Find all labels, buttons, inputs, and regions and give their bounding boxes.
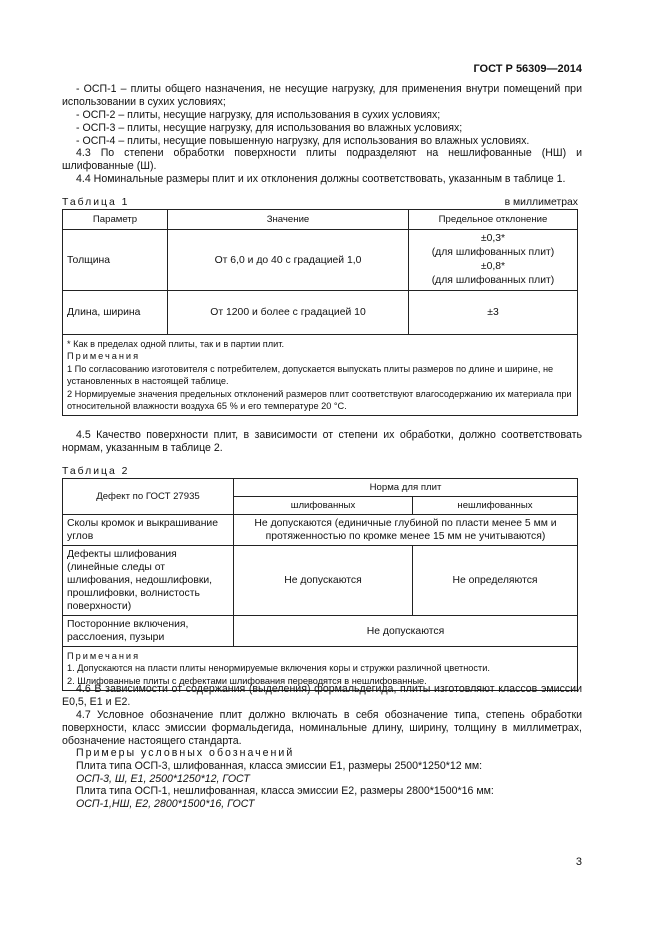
table-row <box>63 291 578 335</box>
table2-header-unsanded: нешлифованных <box>413 497 578 515</box>
table1-cell-value: От 6,0 и до 40 с градацией 1,0 <box>168 230 409 291</box>
table1-cell-param: Длина, ширина <box>63 291 168 335</box>
tolerance-line: ±0,3* <box>480 233 506 244</box>
table1 <box>62 209 578 416</box>
table2-header-norm: Норма для плит <box>234 479 578 497</box>
list-item-osp4: - ОСП-4 – плиты, несущие повышенную нагрузку, для использования во влажных условиях. <box>76 135 530 147</box>
table1-note-2: 2 Нормируемые значения предельных отклонений размеров плит соответствуют влагосодержанию их материала при относительной влажности воздуха 65 % и его температуре 20 °С. <box>67 388 572 412</box>
tolerance-line: (для шлифованных плит) <box>431 275 555 286</box>
table-row <box>63 616 578 647</box>
table2-cell-sanded: Не допускаются <box>234 546 413 616</box>
table1-footnote: * Как в пределах одной плиты, так и в партии плит. <box>67 339 285 349</box>
paragraph-4-3: 4.3 По степени обработки поверхности плиты подразделяют на нешлифованные (НШ) и шлифованные (Ш). <box>62 147 582 173</box>
list-item-osp3: - ОСП-3 – плиты, несущие нагрузку, для использования во влажных условиях; <box>76 122 463 134</box>
table1-unit: в миллиметрах <box>504 197 578 208</box>
list-item-osp1: - ОСП-1 – плиты общего назначения, не несущие нагрузку, для применения внутри помещений при использовании в сухих условиях; <box>62 83 582 109</box>
table1-header-tolerance: Предельное отклонение <box>409 210 578 230</box>
table1-cell-param: Толщина <box>63 230 168 291</box>
table-row <box>63 230 578 291</box>
standard-header: ГОСТ Р 56309—2014 <box>473 63 582 75</box>
table2-note-1: 1. Допускаются на пласти плиты ненормируемые включения коры и стружки различной цветности. <box>67 663 490 674</box>
table2-cell-defect: Дефекты шлифования (линейные следы от шлифования, недошлифовки, прошлифовки, волнистость поверхности) <box>63 546 234 616</box>
paragraph-4-7: 4.7 Условное обозначение плит должно включать в себя обозначение типа, степень обработки поверхности, класс эмиссии формальдегида, номинальные длину, ширину, толщину в миллиметрах, обозначение настоящего стандарта. <box>62 709 582 748</box>
tolerance-line: (для шлифованных плит) <box>431 247 555 258</box>
paragraph-4-5: 4.5 Качество поверхности плит, в зависимости от степени их обработки, должно соответствовать нормам, указанным в таблице 2. <box>62 429 582 455</box>
examples-title: Примеры условных обозначений <box>76 747 295 759</box>
paragraph-4-4: 4.4 Номинальные размеры плит и их отклонения должны соответствовать, указанным в таблице 1. <box>76 173 566 185</box>
table-row <box>63 515 578 546</box>
table2-cell-norm: Не допускаются (единичные глубиной по пласти менее 5 мм и протяженностью по кромке менее 15 мм не учитываются) <box>234 515 578 546</box>
table2-notes-title: Примечания <box>67 651 141 661</box>
example-2-code: ОСП-1,НШ, Е2, 2800*1500*16, ГОСТ <box>76 798 255 810</box>
page-number: 3 <box>575 856 582 868</box>
table2-cell-defect: Сколы кромок и выкрашивание углов <box>63 515 234 546</box>
table1-note-1: 1 По согласованию изготовителя с потребителем, допускается выпускать плиты размеров по длине и ширине, не установленных в настоящей таблице. <box>67 363 554 387</box>
table1-cell-value: От 1200 и более с градацией 10 <box>168 291 409 335</box>
tolerance-line: ±0,8* <box>480 261 506 272</box>
paragraph-4-6: 4.6 В зависимости от содержания (выделения) формальдегида, плиты изготовляют классов эмиссии Е0,5, Е1 и Е2. <box>62 683 582 709</box>
list-item-osp2: - ОСП-2 – плиты, несущие нагрузку, для использования в сухих условиях; <box>76 109 441 121</box>
table2-cell-defect: Посторонние включения, расслоения, пузыри <box>63 616 234 647</box>
table2-caption: Таблица 2 <box>62 466 130 477</box>
table-row <box>63 546 578 616</box>
table1-header-value: Значение <box>168 210 409 230</box>
table1-cell-tolerance <box>409 230 578 291</box>
example-2-text: Плита типа ОСП-1, нешлифованная, класса эмиссии Е2, размеры 2800*1500*16 мм: <box>76 785 494 797</box>
table1-header-param: Параметр <box>63 210 168 230</box>
table1-notes <box>63 335 578 416</box>
table2-cell-unsanded: Не определяются <box>413 546 578 616</box>
example-1-code: ОСП-3, Ш, Е1, 2500*1250*12, ГОСТ <box>76 773 250 785</box>
table2 <box>62 478 578 691</box>
table1-notes-title: Примечания <box>67 351 141 362</box>
table2-header-sanded: шлифованных <box>234 497 413 515</box>
table1-cell-tolerance: ±3 <box>409 291 578 335</box>
table2-note-2: 2. Шлифованные плиты с дефектами шлифования переводятся в нешлифованные. <box>67 675 427 686</box>
table2-cell-norm: Не допускаются <box>234 616 578 647</box>
table2-header-defect: Дефект по ГОСТ 27935 <box>63 479 234 515</box>
table1-caption: Таблица 1 <box>62 197 130 208</box>
example-1-text: Плита типа ОСП-3, шлифованная, класса эмиссии Е1, размеры 2500*1250*12 мм: <box>76 760 483 772</box>
